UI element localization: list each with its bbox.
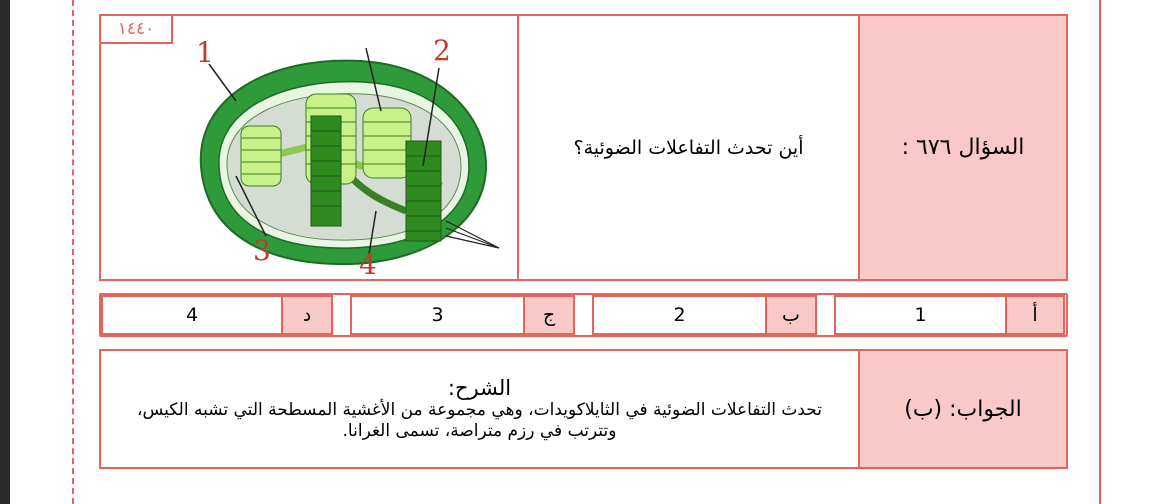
- year-badge: ١٤٤٠: [101, 16, 173, 44]
- figure-label-2: 2: [433, 34, 451, 67]
- explanation-line-2: وتترتب في رزم متراصة، تسمى الغرانا.: [342, 421, 617, 441]
- question-label-cell: [858, 14, 1068, 281]
- figure-label-3: 3: [253, 234, 271, 267]
- question-label: السؤال ٦٧٦ :: [901, 135, 1025, 160]
- right-border-rule: [1099, 0, 1101, 504]
- figure-label-4: 4: [359, 248, 377, 279]
- granum-dark-center: [311, 116, 341, 226]
- option-c-letter[interactable]: ج: [523, 295, 575, 335]
- answer-label-cell: [858, 349, 1068, 469]
- granum-left: [241, 126, 281, 186]
- cut-line-dashed: [72, 0, 74, 504]
- option-c-value[interactable]: 3: [350, 295, 525, 335]
- option-d-letter[interactable]: د: [281, 295, 333, 335]
- question-text: أين تحدث التفاعلات الضوئية؟: [573, 136, 804, 159]
- option-a-value[interactable]: 1: [834, 295, 1007, 335]
- option-b-letter[interactable]: ب: [765, 295, 817, 335]
- option-a-letter[interactable]: أ: [1005, 295, 1065, 335]
- figure-cell: [99, 14, 519, 281]
- option-d-value[interactable]: 4: [101, 295, 283, 335]
- option-b-value[interactable]: 2: [592, 295, 767, 335]
- explanation-line-1: تحدث التفاعلات الضوئية في الثايلاكويدات، وهي مجموعة من الأغشية المسطحة التي تشبه الكيس،: [136, 400, 823, 420]
- granum-right-light: [363, 108, 411, 178]
- left-edge-strip: [0, 0, 10, 504]
- figure-label-1: 1: [196, 36, 214, 69]
- chloroplast-diagram: [101, 16, 517, 279]
- answer-label: الجواب: (ب): [904, 396, 1022, 422]
- granum-dark-right: [406, 141, 441, 241]
- explanation-title: الشرح:: [447, 376, 512, 400]
- explanation-cell: [99, 349, 860, 469]
- question-text-cell: [517, 14, 860, 281]
